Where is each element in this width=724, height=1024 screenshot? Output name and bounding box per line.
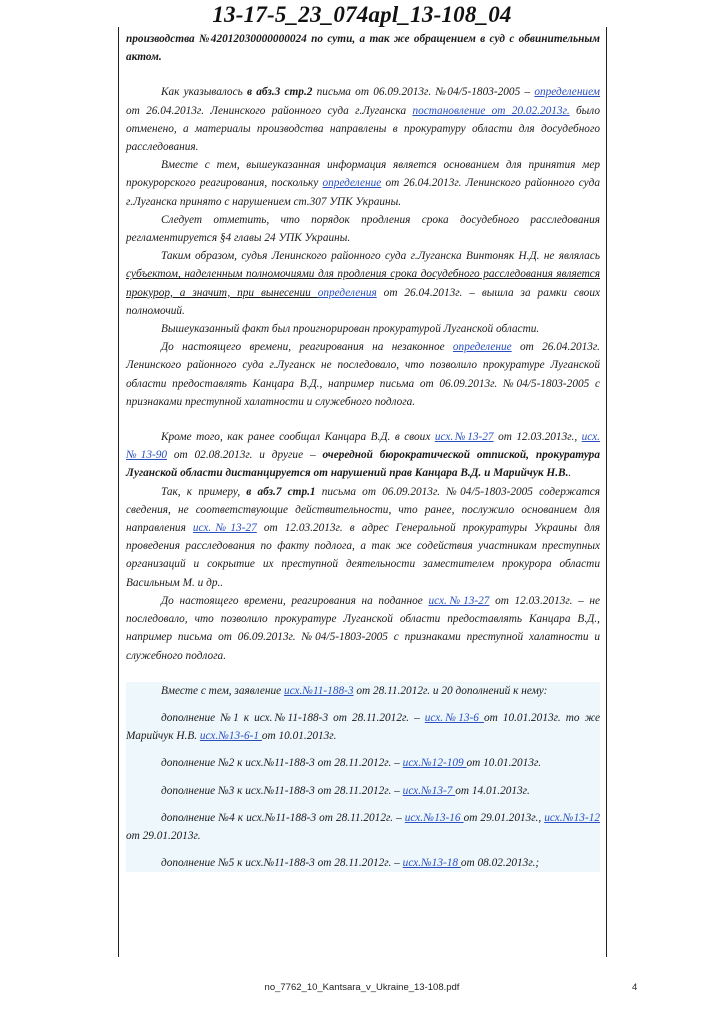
- text: дополнение №4 к исх.№11-188-3 от 28.11.2012г. –: [161, 811, 405, 824]
- paragraph: Следует отметить, что порядок продления срока досудебного расследования регламентируется §4 главы 24 УПК Украины.: [126, 213, 600, 245]
- link-outgoing-13-27[interactable]: исх.№13-27: [428, 594, 490, 607]
- text: от 26.04.2013г. Ленинского районного суда г.Луганска принято с нарушением ст.307 УПК Украины.: [126, 177, 600, 208]
- text-underlined: субъектом, наделенным полномочиями для продления срока досудебного расследования является прокурор, а значит, при вынесении: [126, 268, 600, 299]
- text: дополнение №1 к исх.№11-188-3 от 28.11.2012г. –: [161, 711, 425, 724]
- paragraph: [126, 592, 600, 665]
- link-resolution[interactable]: постановление от 20.02.2013г.: [412, 104, 570, 117]
- link-determination[interactable]: определения: [317, 286, 377, 299]
- text: дополнение №2 к исх.№11-188-3 от 28.11.2012г. –: [161, 757, 403, 770]
- paragraph: [126, 83, 600, 156]
- text: Вместе с тем, заявление: [161, 684, 284, 697]
- text: письма от 06.09.2013г. №04/5-1803-2005 –: [312, 86, 535, 99]
- link-outgoing-13-7[interactable]: исх.№13-7: [402, 784, 456, 797]
- link-outgoing-13-16[interactable]: исх.№13-16: [404, 811, 464, 824]
- paragraph: [126, 428, 600, 483]
- text: Вместе с тем, вышеуказанная информация является основанием для принятия мер прокурорского реагирования, поскольку: [126, 159, 600, 190]
- paragraph: Вышеуказанный факт был проигнорирован прокуратурой Луганской области.: [161, 323, 540, 336]
- footer-page-number: 4: [632, 982, 638, 993]
- text: от 29.01.2013г.: [126, 829, 201, 842]
- link-outgoing-13-18[interactable]: исх.№13-18: [402, 857, 461, 870]
- text: от 14.01.2013г.: [455, 784, 530, 797]
- text: Так, к примеру,: [161, 485, 247, 498]
- text: было отменено, а материалы производства направлены в прокуратуру области для досудебного расследования.: [126, 104, 600, 154]
- supplement-item: [126, 782, 600, 800]
- text: До настоящего времени, реагирования на поданное: [161, 594, 429, 607]
- text: от 12.03.2013г. – не последовало, что позволило прокуратуре Луганской области предоставлять Канцара В.Д., например письма от 06.09.2013г. №04/5-1803-2005 с признаками преступной халатности и служебного подлога.: [126, 594, 601, 662]
- text: До настоящего времени, реагирования на незаконное: [161, 341, 453, 354]
- text: от 29.01.2013г.,: [463, 811, 545, 824]
- link-outgoing-12-109[interactable]: исх.№12-109: [402, 757, 467, 770]
- text-bold: очередной бюрократической отпиской, прокуратура Луганской области дистанцируется от нарушений прав Канцара В.Д. и Марийчук Н.В.: [126, 449, 600, 480]
- text: письма от 06.09.2013г. №04/5-1803-2005 содержатся сведения, не соответствующие действительности, что ранее, послужило основанием для направления: [126, 485, 600, 535]
- text: от 08.02.2013г.;: [460, 857, 540, 870]
- text: от 12.03.2013г. в адрес Генеральной прокуратуры Украины для проведения расследования по факту подлога, а так же содействия участникам преступных организаций и сокрытие их преступной деятельности заместителем прокурора области Васильным М. и др..: [126, 522, 600, 589]
- text: Как указывалось: [161, 86, 247, 99]
- text: дополнение №3 к исх.№11-188-3 от 28.11.2012г. –: [161, 784, 403, 797]
- text: Кроме того, как ранее сообщал Канцара В.Д. в своих: [161, 431, 435, 444]
- text: от 02.08.2013г. и другие –: [167, 449, 323, 462]
- link-outgoing-13-90[interactable]: исх.№13-90: [126, 431, 601, 462]
- link-outgoing-13-6-1[interactable]: исх.№13-6-1: [199, 730, 262, 743]
- link-outgoing-13-27[interactable]: исх.№13-27: [192, 522, 257, 535]
- supplement-item: [126, 854, 600, 872]
- text: от 10.01.2013г. то же Марийчук Н.В.: [126, 711, 600, 743]
- text: от 26.04.2013г. Ленинского районного суда г.Луганска: [126, 104, 413, 117]
- text: .: [568, 467, 572, 480]
- paragraph: [126, 483, 600, 592]
- text: Таким образом, судья Ленинского районного суда г.Луганска Винтоняк Н.Д. не являлась: [161, 250, 600, 263]
- link-determination[interactable]: определение: [322, 177, 382, 190]
- paragraph-continuation: производства №42012030000000024 по сути, а так же обращением в суд с обвинительным актом.: [126, 33, 600, 64]
- document-header-title: 13-17-5_23_074apl_13-108_04: [212, 2, 512, 27]
- link-determination[interactable]: определение: [452, 341, 512, 354]
- text: от 28.11.2012г. и 20 дополнений к нему:: [353, 684, 548, 697]
- text: от 12.03.2013г.,: [493, 431, 582, 444]
- footer-filename: no_7762_10_Kantsara_v_Ukraine_13-108.pdf: [264, 982, 460, 993]
- paragraph: [126, 338, 600, 411]
- paragraph: [126, 682, 600, 700]
- document-body: [126, 30, 600, 872]
- text: от 10.01.2013г.: [261, 730, 337, 743]
- text-bold: в абз.3 стр.2: [246, 86, 313, 99]
- text-bold: в абз.7 стр.1: [246, 485, 316, 498]
- supplement-item: [126, 709, 600, 745]
- link-outgoing-13-12[interactable]: исх.№13-12: [544, 811, 600, 824]
- supplement-item: [126, 754, 600, 772]
- text: от 26.04.2013г. – вышла за рамки своих полномочий.: [126, 286, 600, 317]
- text: от 26.04.2013г. Ленинского районного суда г.Луганск не последовало, что позволило прокуратуре Луганской области предоставлять Канцара В.Д., например письма от 06.09.2013г. №04/5-1803-2005 с признаками преступной халатности и служебного подлога.: [126, 341, 600, 408]
- link-determination[interactable]: определением: [534, 86, 601, 99]
- link-outgoing-13-6[interactable]: исх.№13-6: [424, 711, 484, 724]
- link-outgoing-11-188-3[interactable]: исх.№11-188-3: [283, 684, 354, 697]
- paragraph: [126, 247, 600, 320]
- text: от 10.01.2013г.: [466, 757, 542, 770]
- supplement-item: [126, 809, 600, 845]
- link-outgoing-13-27[interactable]: исх.№13-27: [434, 431, 494, 444]
- paragraph: [126, 156, 600, 211]
- text: дополнение №5 к исх.№11-188-3 от 28.11.2012г. –: [161, 857, 403, 870]
- supplements-block: [126, 682, 600, 873]
